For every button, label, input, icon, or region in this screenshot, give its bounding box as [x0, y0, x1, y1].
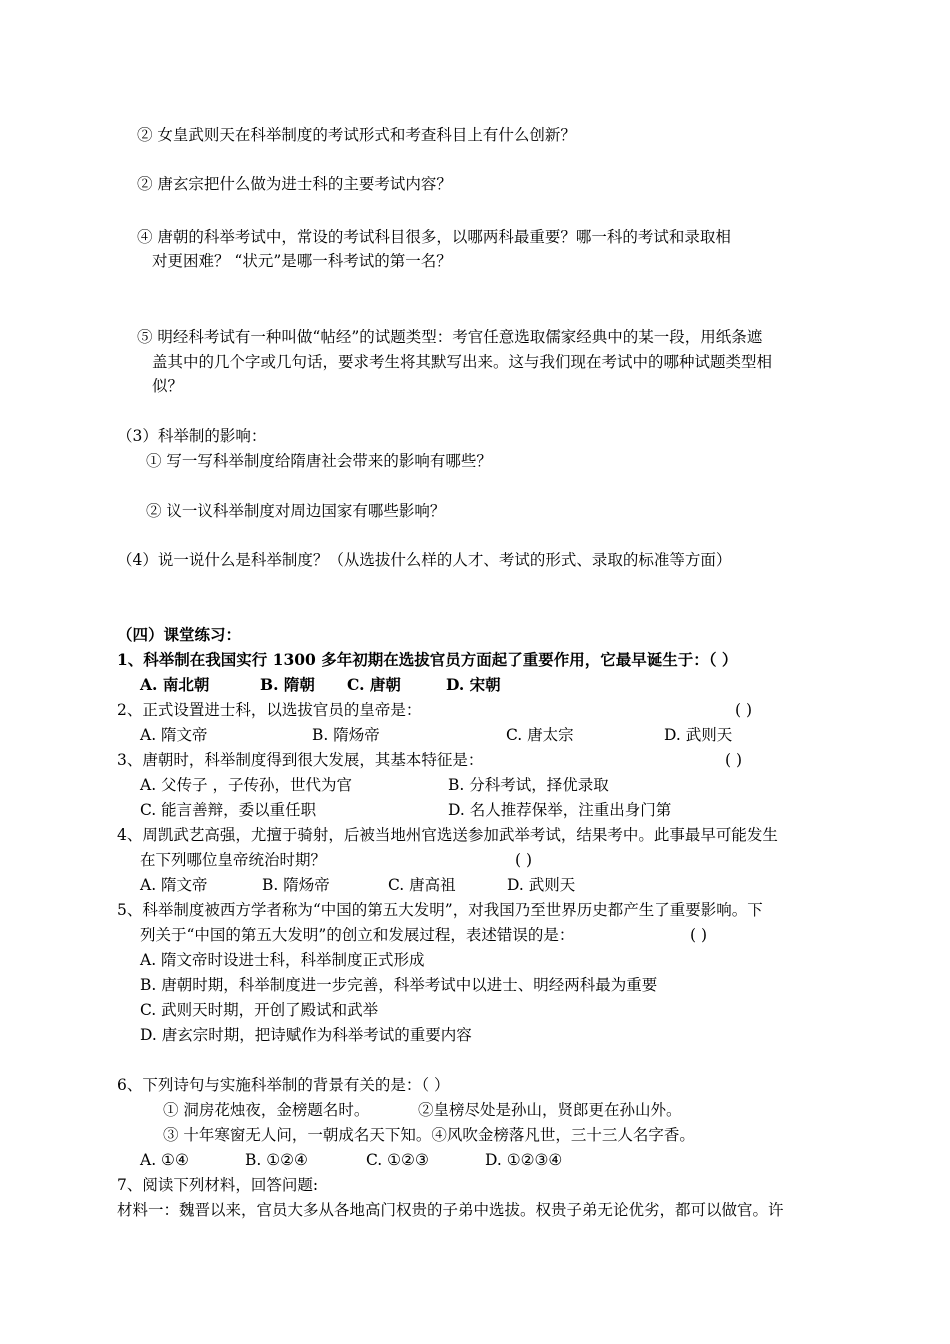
- q2-item-4-line1: ④ 唐朝的科举考试中，常设的考试科目很多，以哪两科最重要？哪一科的考试和录取相: [137, 228, 731, 246]
- option-c: C. 唐太宗: [506, 726, 574, 744]
- option-c: C. 能言善辩，委以重任职: [140, 801, 317, 819]
- practice-heading: （四）课堂练习：: [117, 625, 242, 644]
- exercise-6-poem-1: ① 洞房花烛夜，金榜题名时。: [163, 1101, 370, 1119]
- option-b: B. ①②④: [245, 1151, 308, 1169]
- exercise-4-options: [140, 875, 660, 895]
- option-b: B. 隋炀帝: [262, 876, 330, 894]
- q2-item-5-line3: 似？: [152, 377, 184, 395]
- exercise-4-answer-paren: ( ): [515, 851, 533, 869]
- exercise-5-answer-paren: ( ): [690, 926, 708, 944]
- option-c: C. 唐高祖: [388, 876, 456, 894]
- option-b: B. 分科考试，择优录取: [448, 776, 609, 794]
- exercise-1-stem: 1、科举制在我国实行 1300 多年初期在选拔官员方面起了重要作用，它最早诞生于：（ ）: [117, 650, 738, 669]
- q3-item-2: ② 议一议科举制度对周边国家有哪些影响？: [146, 502, 446, 520]
- option-d: D. 武则天: [664, 726, 733, 744]
- option-a: A. 隋文帝: [140, 726, 208, 744]
- exercise-6-stem: 6、下列诗句与实施科举制的背景有关的是：（ ）: [117, 1076, 450, 1094]
- exercise-4-stem-line2: 在下列哪位皇帝统治时期？: [140, 851, 327, 869]
- exercise-5-option-d: D. 唐玄宗时期，把诗赋作为科举考试的重要内容: [140, 1026, 472, 1044]
- option-d: D. 武则天: [507, 876, 576, 894]
- option-c: C. 唐朝: [347, 675, 401, 694]
- option-b: B. 隋炀帝: [312, 726, 380, 744]
- q3-item-1: ① 写一写科举制度给隋唐社会带来的影响有哪些？: [146, 452, 492, 470]
- option-a: A. 隋文帝: [140, 876, 208, 894]
- exercise-5-stem-line1: 5、科举制度被西方学者称为“中国的第五大发明”，对我国乃至世界历史都产生了重要影响。下: [117, 901, 763, 919]
- option-d: D. 名人推荐保举，注重出身门第: [448, 801, 672, 819]
- exercise-1-options: [140, 675, 700, 695]
- option-a: A. ①④: [140, 1151, 189, 1169]
- exercise-2-stem: 2、正式设置进士科，以选拔官员的皇帝是：: [117, 701, 422, 719]
- exercise-7-material-1: 材料一：魏晋以来，官员大多从各地高门权贵的子弟中选拔。权贵子弟无论优劣，都可以做官。许: [117, 1201, 784, 1219]
- exercise-5-option-c: C. 武则天时期，开创了殿试和武举: [140, 1001, 379, 1019]
- q4-title: （4）说一说什么是科举制度？（从选拔什么样的人才、考试的形式、录取的标准等方面）: [117, 551, 732, 569]
- exercise-7-stem: 7、阅读下列材料，回答问题:: [117, 1176, 319, 1194]
- exercise-3-answer-paren: ( ): [725, 751, 743, 769]
- exercise-3-options-row1: [140, 775, 780, 795]
- q2-item-5-line2: 盖其中的几个字或几句话，要求考生将其默写出来。这与我们现在考试中的哪种试题类型相: [152, 353, 773, 371]
- exercise-5-option-b: B. 唐朝时期，科举制度进一步完善，科举考试中以进士、明经两科最为重要: [140, 976, 658, 994]
- exercise-2-answer-paren: ( ): [735, 701, 753, 719]
- exercise-4-stem-line1: 4、周凯武艺高强，尤擅于骑射，后被当地州官选送参加武举考试，结果考中。此事最早可能发生: [117, 826, 778, 844]
- exercise-3-options-row2: [140, 800, 780, 820]
- exercise-5-stem-line2: 列关于“中国的第五大发明”的创立和发展过程，表述错误的是：: [140, 926, 575, 944]
- option-b: B. 隋朝: [260, 675, 315, 694]
- option-c: C. ①②③: [366, 1151, 429, 1169]
- exercise-6-poem-3-4: ③ 十年寒窗无人问，一朝成名天下知。④风吹金榜落凡世，三十三人名字香。: [163, 1126, 695, 1144]
- option-d: D. 宋朝: [446, 675, 501, 694]
- exercise-5-option-a: A. 隋文帝时设进士科，科举制度正式形成: [140, 951, 425, 969]
- q2-item-2: ② 女皇武则天在科举制度的考试形式和考查科目上有什么创新？: [137, 126, 576, 144]
- exercise-6-options: [140, 1150, 660, 1170]
- exercise-6-poem-2: ②皇榜尽处是孙山，贤郎更在孙山外。: [418, 1101, 682, 1119]
- q3-title: （3）科举制的影响：: [117, 427, 267, 445]
- exercise-3-stem: 3、唐朝时，科举制度得到很大发展，其基本特征是：: [117, 751, 484, 769]
- option-a: A. 父传子 ，子传孙，世代为官: [140, 776, 352, 794]
- option-d: D. ①②③④: [485, 1151, 563, 1169]
- q2-item-3: ② 唐玄宗把什么做为进士科的主要考试内容？: [137, 175, 452, 193]
- exercise-2-options: [140, 725, 780, 745]
- q2-item-5-line1: ⑤ 明经科考试有一种叫做“帖经”的试题类型：考官任意选取儒家经典中的某一段，用纸条遮: [137, 328, 763, 346]
- option-a: A. 南北朝: [140, 675, 210, 694]
- q2-item-4-line2: 对更困难？ “状元”是哪一科考试的第一名？: [152, 252, 452, 270]
